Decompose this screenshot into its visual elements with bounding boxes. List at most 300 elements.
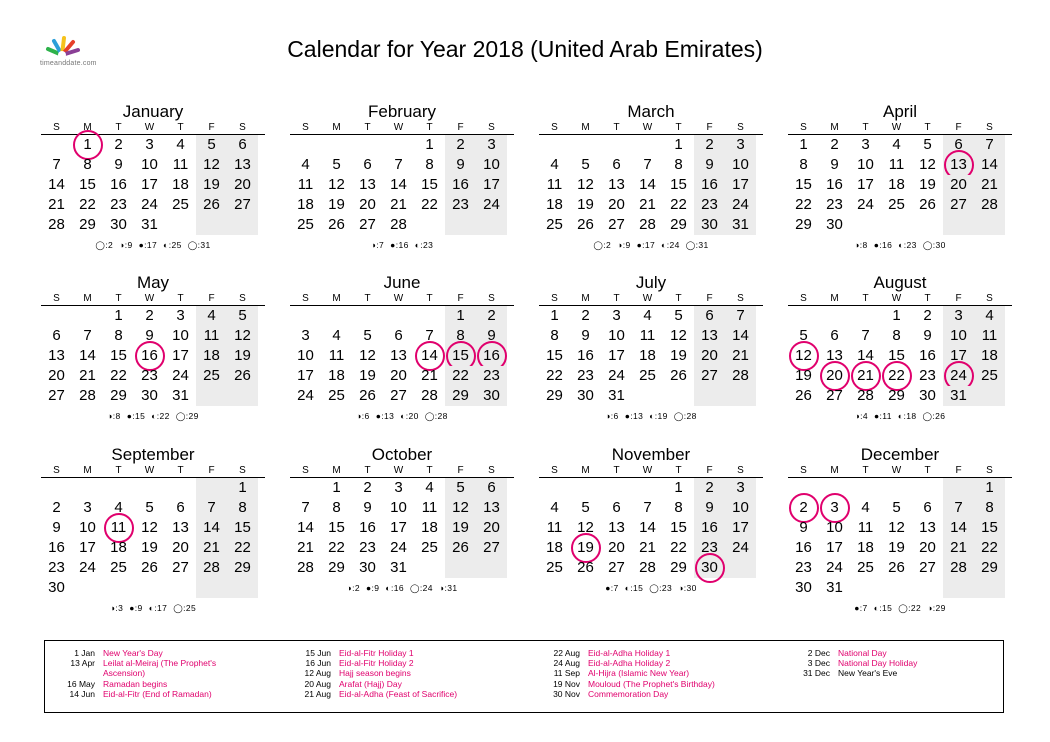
day-cell[interactable]: 21	[48, 196, 65, 213]
day-cell[interactable]: 10	[725, 155, 756, 175]
day-cell[interactable]: 24	[826, 559, 843, 576]
day-cell[interactable]: 29	[670, 559, 687, 576]
day-cell[interactable]: 3	[176, 307, 185, 324]
day-cell[interactable]: 20	[608, 539, 625, 556]
day-cell[interactable]: 14	[48, 176, 65, 193]
day-cell[interactable]: 2	[52, 499, 61, 516]
day-cell[interactable]: 6	[612, 499, 621, 516]
day-cell[interactable]: 30	[919, 387, 936, 404]
day-cell[interactable]: 29	[670, 216, 687, 233]
day-cell[interactable]: 1	[799, 136, 808, 153]
day-cell[interactable]: 21	[297, 539, 314, 556]
day-cell[interactable]: 4	[301, 156, 310, 173]
day-cell[interactable]: 16	[48, 539, 65, 556]
day-cell[interactable]: 13	[390, 347, 407, 364]
day-cell[interactable]: 17	[826, 539, 843, 556]
day-cell[interactable]: 11	[328, 347, 345, 364]
day-cell[interactable]: 8	[114, 327, 123, 344]
day-cell[interactable]: 8	[674, 499, 683, 516]
day-cell[interactable]: 18	[196, 346, 227, 366]
day-cell[interactable]: 15	[110, 347, 127, 364]
day-cell[interactable]: 27	[390, 387, 407, 404]
day-cell[interactable]: 23	[826, 196, 843, 213]
day-cell[interactable]: 21	[390, 196, 407, 213]
day-cell[interactable]: 4	[114, 499, 123, 516]
day-cell[interactable]: 3	[83, 499, 92, 516]
day-cell[interactable]: 25	[328, 387, 345, 404]
day-cell[interactable]: 8	[674, 156, 683, 173]
day-cell[interactable]: 25	[639, 367, 656, 384]
day-cell[interactable]: 28	[48, 216, 65, 233]
day-cell[interactable]: 28	[725, 366, 756, 386]
day-cell[interactable]: 6	[476, 478, 507, 498]
day-cell[interactable]: 30	[141, 387, 158, 404]
day-cell[interactable]: 26	[328, 216, 345, 233]
day-cell[interactable]: 24	[141, 196, 158, 213]
day-cell[interactable]: 5	[923, 136, 932, 153]
day-cell[interactable]: 19	[888, 539, 905, 556]
day-cell[interactable]: 4	[861, 499, 870, 516]
day-cell[interactable]: 9	[52, 519, 61, 536]
day-cell[interactable]: 8	[83, 156, 92, 173]
day-cell[interactable]: 11	[546, 176, 563, 193]
day-cell[interactable]: 20	[943, 175, 974, 195]
holiday-day-cell[interactable]: 22	[881, 366, 912, 386]
day-cell[interactable]: 3	[145, 136, 154, 153]
day-cell[interactable]: 16	[110, 176, 127, 193]
day-cell[interactable]: 9	[445, 155, 476, 175]
day-cell[interactable]: 25	[888, 196, 905, 213]
day-cell[interactable]: 27	[359, 216, 376, 233]
day-cell[interactable]: 28	[421, 387, 438, 404]
day-cell[interactable]: 31	[390, 559, 407, 576]
day-cell[interactable]: 7	[52, 156, 61, 173]
day-cell[interactable]: 20	[227, 175, 258, 195]
day-cell[interactable]: 14	[297, 519, 314, 536]
day-cell[interactable]: 30	[476, 386, 507, 406]
day-cell[interactable]: 16	[359, 519, 376, 536]
day-cell[interactable]: 21	[639, 539, 656, 556]
day-cell[interactable]: 23	[359, 539, 376, 556]
day-cell[interactable]: 17	[172, 347, 189, 364]
day-cell[interactable]: 14	[639, 176, 656, 193]
day-cell[interactable]: 10	[79, 519, 96, 536]
day-cell[interactable]: 27	[826, 387, 843, 404]
day-cell[interactable]: 18	[328, 367, 345, 384]
day-cell[interactable]: 5	[363, 327, 372, 344]
day-cell[interactable]: 27	[48, 387, 65, 404]
day-cell[interactable]: 18	[421, 519, 438, 536]
day-cell[interactable]: 19	[328, 196, 345, 213]
holiday-day-cell[interactable]: 30	[694, 558, 725, 578]
day-cell[interactable]: 26	[577, 216, 594, 233]
day-cell[interactable]: 12	[919, 156, 936, 173]
day-cell[interactable]: 26	[445, 538, 476, 558]
day-cell[interactable]: 6	[830, 327, 839, 344]
day-cell[interactable]: 8	[425, 156, 434, 173]
day-cell[interactable]: 1	[425, 136, 434, 153]
day-cell[interactable]: 10	[297, 347, 314, 364]
day-cell[interactable]: 17	[608, 347, 625, 364]
day-cell[interactable]: 28	[857, 387, 874, 404]
day-cell[interactable]: 25	[196, 366, 227, 386]
day-cell[interactable]: 5	[145, 499, 154, 516]
day-cell[interactable]: 9	[581, 327, 590, 344]
day-cell[interactable]: 9	[694, 498, 725, 518]
day-cell[interactable]: 31	[172, 387, 189, 404]
day-cell[interactable]: 30	[577, 387, 594, 404]
day-cell[interactable]: 23	[795, 559, 812, 576]
day-cell[interactable]: 5	[674, 307, 683, 324]
day-cell[interactable]: 19	[445, 518, 476, 538]
day-cell[interactable]: 4	[974, 306, 1005, 326]
day-cell[interactable]: 16	[919, 347, 936, 364]
day-cell[interactable]: 13	[826, 347, 843, 364]
day-cell[interactable]: 18	[297, 196, 314, 213]
holiday-day-cell[interactable]: 15	[445, 346, 476, 366]
day-cell[interactable]: 25	[421, 539, 438, 556]
day-cell[interactable]: 2	[694, 478, 725, 498]
day-cell[interactable]: 19	[359, 367, 376, 384]
day-cell[interactable]: 20	[608, 196, 625, 213]
day-cell[interactable]: 22	[974, 538, 1005, 558]
day-cell[interactable]: 18	[172, 176, 189, 193]
day-cell[interactable]: 18	[888, 176, 905, 193]
day-cell[interactable]: 24	[857, 196, 874, 213]
day-cell[interactable]: 12	[888, 519, 905, 536]
day-cell[interactable]: 3	[612, 307, 621, 324]
day-cell[interactable]: 1	[445, 306, 476, 326]
day-cell[interactable]: 17	[725, 175, 756, 195]
day-cell[interactable]: 28	[639, 216, 656, 233]
day-cell[interactable]: 16	[694, 518, 725, 538]
day-cell[interactable]: 11	[639, 327, 656, 344]
day-cell[interactable]: 20	[476, 518, 507, 538]
day-cell[interactable]: 1	[674, 136, 683, 153]
day-cell[interactable]: 15	[79, 176, 96, 193]
day-cell[interactable]: 29	[795, 216, 812, 233]
holiday-day-cell[interactable]: 1	[72, 135, 103, 155]
day-cell[interactable]: 7	[196, 498, 227, 518]
holiday-day-cell[interactable]: 3	[819, 498, 850, 518]
day-cell[interactable]: 18	[857, 539, 874, 556]
day-cell[interactable]: 11	[172, 156, 189, 173]
day-cell[interactable]: 22	[795, 196, 812, 213]
day-cell[interactable]: 12	[227, 326, 258, 346]
day-cell[interactable]: 18	[546, 539, 563, 556]
day-cell[interactable]: 3	[394, 479, 403, 496]
day-cell[interactable]: 1	[674, 479, 683, 496]
day-cell[interactable]: 29	[110, 387, 127, 404]
day-cell[interactable]: 23	[919, 367, 936, 384]
day-cell[interactable]: 23	[48, 559, 65, 576]
day-cell[interactable]: 11	[857, 519, 874, 536]
day-cell[interactable]: 6	[394, 327, 403, 344]
day-cell[interactable]: 24	[390, 539, 407, 556]
day-cell[interactable]: 9	[923, 327, 932, 344]
day-cell[interactable]: 8	[332, 499, 341, 516]
day-cell[interactable]: 27	[476, 538, 507, 558]
holiday-day-cell[interactable]: 16	[476, 346, 507, 366]
day-cell[interactable]: 21	[639, 196, 656, 213]
day-cell[interactable]: 31	[826, 579, 843, 596]
day-cell[interactable]: 18	[639, 347, 656, 364]
day-cell[interactable]: 8	[799, 156, 808, 173]
day-cell[interactable]: 22	[670, 539, 687, 556]
holiday-day-cell[interactable]: 20	[819, 366, 850, 386]
day-cell[interactable]: 28	[974, 195, 1005, 215]
day-cell[interactable]: 22	[227, 538, 258, 558]
day-cell[interactable]: 7	[643, 499, 652, 516]
day-cell[interactable]: 2	[363, 479, 372, 496]
day-cell[interactable]: 6	[612, 156, 621, 173]
day-cell[interactable]: 4	[176, 136, 185, 153]
day-cell[interactable]: 15	[421, 176, 438, 193]
day-cell[interactable]: 13	[694, 326, 725, 346]
day-cell[interactable]: 1	[974, 478, 1005, 498]
day-cell[interactable]: 27	[943, 195, 974, 215]
day-cell[interactable]: 13	[172, 519, 189, 536]
day-cell[interactable]: 19	[577, 196, 594, 213]
day-cell[interactable]: 6	[52, 327, 61, 344]
day-cell[interactable]: 19	[227, 346, 258, 366]
day-cell[interactable]: 26	[888, 559, 905, 576]
day-cell[interactable]: 25	[297, 216, 314, 233]
day-cell[interactable]: 13	[227, 155, 258, 175]
day-cell[interactable]: 5	[892, 499, 901, 516]
day-cell[interactable]: 23	[694, 538, 725, 558]
day-cell[interactable]: 20	[172, 539, 189, 556]
day-cell[interactable]: 8	[550, 327, 559, 344]
day-cell[interactable]: 22	[445, 366, 476, 386]
day-cell[interactable]: 14	[725, 326, 756, 346]
day-cell[interactable]: 30	[694, 215, 725, 235]
day-cell[interactable]: 12	[328, 176, 345, 193]
day-cell[interactable]: 1	[332, 479, 341, 496]
day-cell[interactable]: 14	[639, 519, 656, 536]
day-cell[interactable]: 6	[176, 499, 185, 516]
day-cell[interactable]: 7	[643, 156, 652, 173]
day-cell[interactable]: 11	[546, 519, 563, 536]
day-cell[interactable]: 15	[670, 519, 687, 536]
day-cell[interactable]: 9	[830, 156, 839, 173]
day-cell[interactable]: 13	[359, 176, 376, 193]
day-cell[interactable]: 10	[476, 155, 507, 175]
day-cell[interactable]: 19	[141, 539, 158, 556]
day-cell[interactable]: 11	[974, 326, 1005, 346]
day-cell[interactable]: 12	[445, 498, 476, 518]
day-cell[interactable]: 18	[110, 539, 127, 556]
day-cell[interactable]: 21	[974, 175, 1005, 195]
day-cell[interactable]: 17	[141, 176, 158, 193]
day-cell[interactable]: 25	[172, 196, 189, 213]
day-cell[interactable]: 10	[857, 156, 874, 173]
day-cell[interactable]: 19	[795, 367, 812, 384]
day-cell[interactable]: 29	[546, 387, 563, 404]
day-cell[interactable]: 17	[943, 346, 974, 366]
day-cell[interactable]: 14	[196, 518, 227, 538]
day-cell[interactable]: 15	[974, 518, 1005, 538]
day-cell[interactable]: 22	[546, 367, 563, 384]
day-cell[interactable]: 28	[639, 559, 656, 576]
day-cell[interactable]: 27	[694, 366, 725, 386]
day-cell[interactable]: 30	[110, 216, 127, 233]
day-cell[interactable]: 7	[394, 156, 403, 173]
day-cell[interactable]: 28	[79, 387, 96, 404]
day-cell[interactable]: 15	[227, 518, 258, 538]
day-cell[interactable]: 5	[196, 135, 227, 155]
day-cell[interactable]: 16	[826, 176, 843, 193]
day-cell[interactable]: 23	[445, 195, 476, 215]
day-cell[interactable]: 22	[421, 196, 438, 213]
day-cell[interactable]: 7	[974, 135, 1005, 155]
day-cell[interactable]: 10	[725, 498, 756, 518]
day-cell[interactable]: 4	[550, 499, 559, 516]
day-cell[interactable]: 15	[670, 176, 687, 193]
day-cell[interactable]: 3	[301, 327, 310, 344]
holiday-day-cell[interactable]: 2	[788, 498, 819, 518]
day-cell[interactable]: 6	[363, 156, 372, 173]
day-cell[interactable]: 19	[670, 347, 687, 364]
day-cell[interactable]: 25	[857, 559, 874, 576]
day-cell[interactable]: 28	[297, 559, 314, 576]
day-cell[interactable]: 22	[110, 367, 127, 384]
day-cell[interactable]: 24	[725, 195, 756, 215]
day-cell[interactable]: 2	[445, 135, 476, 155]
day-cell[interactable]: 26	[196, 195, 227, 215]
day-cell[interactable]: 9	[799, 519, 808, 536]
day-cell[interactable]: 14	[390, 176, 407, 193]
day-cell[interactable]: 14	[943, 518, 974, 538]
day-cell[interactable]: 24	[476, 195, 507, 215]
day-cell[interactable]: 5	[581, 156, 590, 173]
day-cell[interactable]: 20	[48, 367, 65, 384]
day-cell[interactable]: 17	[79, 539, 96, 556]
day-cell[interactable]: 10	[390, 499, 407, 516]
day-cell[interactable]: 12	[196, 155, 227, 175]
day-cell[interactable]: 7	[425, 327, 434, 344]
day-cell[interactable]: 24	[297, 387, 314, 404]
day-cell[interactable]: 1	[227, 478, 258, 498]
day-cell[interactable]: 16	[795, 539, 812, 556]
day-cell[interactable]: 30	[48, 579, 65, 596]
holiday-day-cell[interactable]: 11	[103, 518, 134, 538]
holiday-day-cell[interactable]: 21	[850, 366, 881, 386]
day-cell[interactable]: 5	[227, 306, 258, 326]
day-cell[interactable]: 13	[476, 498, 507, 518]
day-cell[interactable]: 7	[861, 327, 870, 344]
day-cell[interactable]: 5	[581, 499, 590, 516]
day-cell[interactable]: 2	[830, 136, 839, 153]
day-cell[interactable]: 21	[943, 538, 974, 558]
day-cell[interactable]: 15	[546, 347, 563, 364]
day-cell[interactable]: 29	[445, 386, 476, 406]
day-cell[interactable]: 15	[328, 519, 345, 536]
holiday-day-cell[interactable]: 24	[943, 366, 974, 386]
day-cell[interactable]: 24	[172, 367, 189, 384]
day-cell[interactable]: 25	[974, 366, 1005, 386]
day-cell[interactable]: 14	[857, 347, 874, 364]
holiday-day-cell[interactable]: 14	[414, 346, 445, 366]
day-cell[interactable]: 3	[476, 135, 507, 155]
day-cell[interactable]: 10	[172, 327, 189, 344]
day-cell[interactable]: 7	[943, 498, 974, 518]
day-cell[interactable]: 26	[141, 559, 158, 576]
day-cell[interactable]: 29	[974, 558, 1005, 578]
day-cell[interactable]: 9	[145, 327, 154, 344]
day-cell[interactable]: 23	[141, 367, 158, 384]
day-cell[interactable]: 12	[577, 176, 594, 193]
day-cell[interactable]: 28	[390, 216, 407, 233]
day-cell[interactable]: 8	[227, 498, 258, 518]
day-cell[interactable]: 31	[141, 216, 158, 233]
day-cell[interactable]: 10	[141, 156, 158, 173]
day-cell[interactable]: 3	[861, 136, 870, 153]
day-cell[interactable]: 13	[608, 176, 625, 193]
day-cell[interactable]: 24	[725, 538, 756, 558]
day-cell[interactable]: 22	[670, 196, 687, 213]
day-cell[interactable]: 26	[577, 559, 594, 576]
day-cell[interactable]: 24	[608, 367, 625, 384]
day-cell[interactable]: 2	[923, 307, 932, 324]
day-cell[interactable]: 21	[421, 367, 438, 384]
day-cell[interactable]: 1	[892, 307, 901, 324]
day-cell[interactable]: 11	[888, 156, 905, 173]
holiday-day-cell[interactable]: 12	[788, 346, 819, 366]
day-cell[interactable]: 26	[670, 367, 687, 384]
day-cell[interactable]: 19	[196, 175, 227, 195]
day-cell[interactable]: 3	[725, 135, 756, 155]
day-cell[interactable]: 6	[694, 306, 725, 326]
day-cell[interactable]: 17	[390, 519, 407, 536]
day-cell[interactable]: 3	[943, 306, 974, 326]
day-cell[interactable]: 15	[795, 176, 812, 193]
day-cell[interactable]: 30	[826, 216, 843, 233]
day-cell[interactable]: 20	[390, 367, 407, 384]
day-cell[interactable]: 1	[550, 307, 559, 324]
day-cell[interactable]: 9	[694, 155, 725, 175]
day-cell[interactable]: 17	[857, 176, 874, 193]
day-cell[interactable]: 27	[608, 559, 625, 576]
day-cell[interactable]: 16	[577, 347, 594, 364]
day-cell[interactable]: 6	[923, 499, 932, 516]
day-cell[interactable]: 29	[328, 559, 345, 576]
day-cell[interactable]: 9	[363, 499, 372, 516]
day-cell[interactable]: 4	[196, 306, 227, 326]
day-cell[interactable]: 18	[974, 346, 1005, 366]
day-cell[interactable]: 26	[795, 387, 812, 404]
day-cell[interactable]: 22	[79, 196, 96, 213]
day-cell[interactable]: 31	[608, 387, 625, 404]
day-cell[interactable]: 2	[145, 307, 154, 324]
day-cell[interactable]: 7	[301, 499, 310, 516]
day-cell[interactable]: 9	[476, 326, 507, 346]
day-cell[interactable]: 8	[974, 498, 1005, 518]
day-cell[interactable]: 27	[227, 195, 258, 215]
day-cell[interactable]: 28	[943, 558, 974, 578]
day-cell[interactable]: 9	[114, 156, 123, 173]
day-cell[interactable]: 26	[227, 366, 258, 386]
day-cell[interactable]: 23	[694, 195, 725, 215]
day-cell[interactable]: 29	[888, 387, 905, 404]
day-cell[interactable]: 5	[799, 327, 808, 344]
day-cell[interactable]: 11	[421, 499, 438, 516]
day-cell[interactable]: 23	[476, 366, 507, 386]
day-cell[interactable]: 26	[359, 387, 376, 404]
day-cell[interactable]: 18	[546, 196, 563, 213]
day-cell[interactable]: 13	[48, 347, 65, 364]
day-cell[interactable]: 25	[546, 216, 563, 233]
